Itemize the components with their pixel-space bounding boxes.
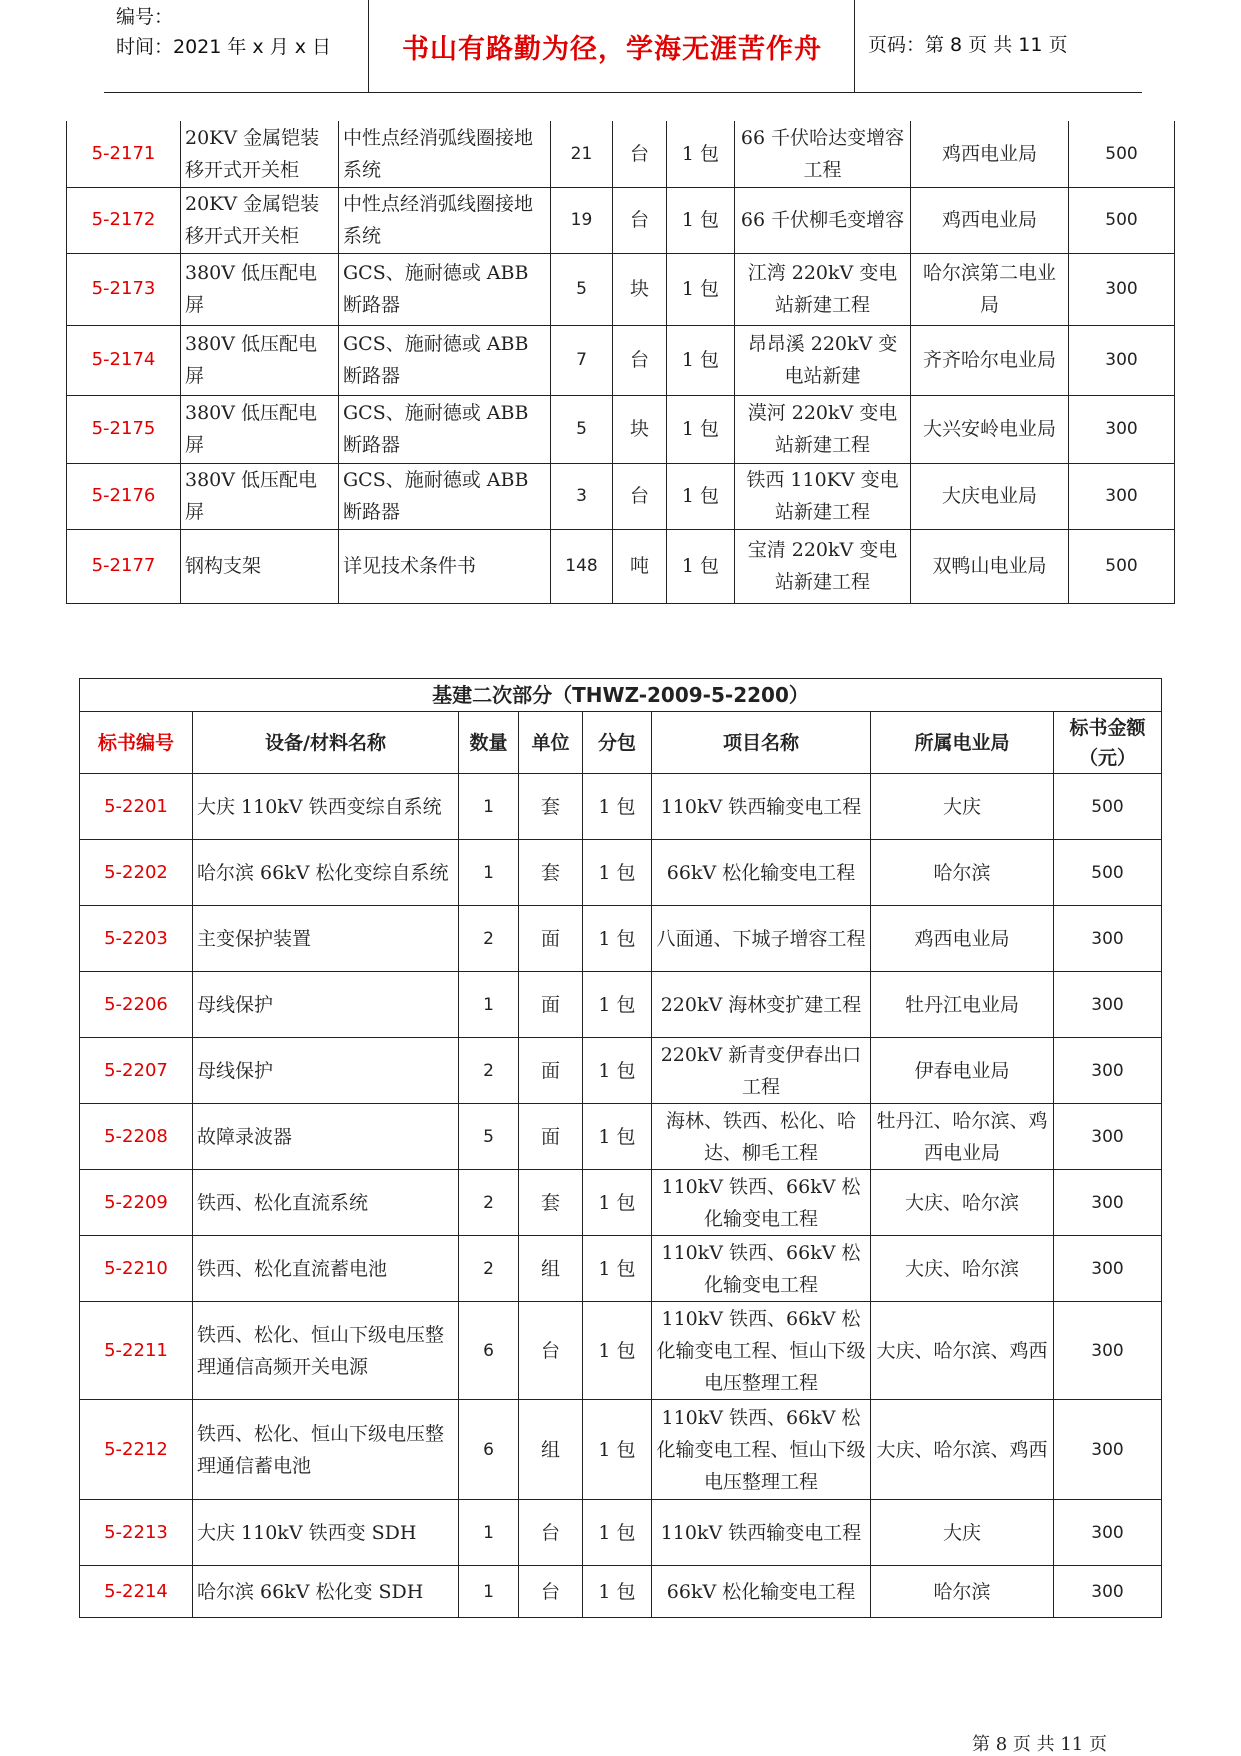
cell-pkg: 1 包 xyxy=(583,1236,652,1302)
cell-unit: 面 xyxy=(519,1038,583,1104)
cell-amount: 300 xyxy=(1054,906,1162,972)
cell-name: 哈尔滨 66kV 松化变 SDH xyxy=(193,1566,459,1618)
cell-pkg: 1 包 xyxy=(583,906,652,972)
cell-unit: 台 xyxy=(519,1500,583,1566)
page-header xyxy=(104,0,1142,93)
cell-bureau: 双鸭山电业局 xyxy=(911,529,1069,603)
equipment-table-primary xyxy=(66,121,1175,604)
cell-unit: 组 xyxy=(519,1236,583,1302)
cell-name: 铁西、松化直流系统 xyxy=(193,1170,459,1236)
cell-spec: GCS、施耐德或 ABB 断路器 xyxy=(339,325,551,395)
cell-spec: 详见技术条件书 xyxy=(339,529,551,603)
table-row xyxy=(80,972,1162,1038)
cell-qty: 2 xyxy=(459,1236,519,1302)
cell-name: 铁西、松化、恒山下级电压整理通信高频开关电源 xyxy=(193,1302,459,1400)
cell-spec: 中性点经消弧线圈接地系统 xyxy=(339,121,551,187)
header-code: 标书编号 xyxy=(80,712,193,774)
table-row xyxy=(80,1104,1162,1170)
cell-code: 5-2203 xyxy=(80,906,193,972)
table-row xyxy=(67,529,1175,603)
cell-code: 5-2206 xyxy=(80,972,193,1038)
cell-unit: 台 xyxy=(613,121,667,187)
table-row xyxy=(80,1038,1162,1104)
cell-name: 大庆 110kV 铁西变综自系统 xyxy=(193,774,459,840)
cell-amount: 300 xyxy=(1054,1566,1162,1618)
cell-unit: 台 xyxy=(519,1302,583,1400)
cell-project: 110kV 铁西、66kV 松化输变电工程、恒山下级电压整理工程 xyxy=(652,1302,871,1400)
cell-amount: 300 xyxy=(1054,1236,1162,1302)
equipment-table-secondary xyxy=(79,678,1162,1618)
cell-name: 铁西、松化、恒山下级电压整理通信蓄电池 xyxy=(193,1400,459,1500)
table2-body xyxy=(80,774,1162,1618)
header-motto: 书山有路勤为径，学海无涯苦作舟 xyxy=(402,33,822,65)
cell-name: 故障录波器 xyxy=(193,1104,459,1170)
cell-pkg: 1 包 xyxy=(667,253,735,325)
cell-code: 5-2213 xyxy=(80,1500,193,1566)
table-row xyxy=(67,325,1175,395)
header-time: 时间：2021 年 x 月 x 日 xyxy=(116,36,332,58)
cell-qty: 6 xyxy=(459,1302,519,1400)
cell-bureau: 哈尔滨 xyxy=(871,840,1054,906)
cell-bureau: 牡丹江、哈尔滨、鸡西电业局 xyxy=(871,1104,1054,1170)
cell-amount: 300 xyxy=(1054,1500,1162,1566)
cell-pkg: 1 包 xyxy=(667,121,735,187)
cell-unit: 套 xyxy=(519,840,583,906)
cell-pkg: 1 包 xyxy=(667,325,735,395)
cell-unit: 块 xyxy=(613,253,667,325)
cell-project: 110kV 铁西、66kV 松化输变电工程 xyxy=(652,1236,871,1302)
cell-pkg: 1 包 xyxy=(667,187,735,253)
section-title: 基建二次部分（THWZ-2009-5-2200） xyxy=(80,679,1162,712)
cell-bureau: 牡丹江电业局 xyxy=(871,972,1054,1038)
cell-code: 5-2171 xyxy=(67,121,181,187)
cell-bureau: 伊春电业局 xyxy=(871,1038,1054,1104)
cell-bureau: 哈尔滨 xyxy=(871,1566,1054,1618)
header-name: 设备/材料名称 xyxy=(193,712,459,774)
cell-name: 380V 低压配电屏 xyxy=(181,325,339,395)
cell-pkg: 1 包 xyxy=(667,529,735,603)
header-bureau: 所属电业局 xyxy=(871,712,1054,774)
cell-amount: 300 xyxy=(1054,1302,1162,1400)
cell-unit: 吨 xyxy=(613,529,667,603)
table-row xyxy=(67,187,1175,253)
cell-name: 380V 低压配电屏 xyxy=(181,395,339,463)
cell-code: 5-2214 xyxy=(80,1566,193,1618)
cell-qty: 2 xyxy=(459,1170,519,1236)
cell-amount: 300 xyxy=(1054,1038,1162,1104)
cell-code: 5-2211 xyxy=(80,1302,193,1400)
cell-qty: 1 xyxy=(459,1566,519,1618)
cell-qty: 5 xyxy=(551,253,613,325)
header-unit: 单位 xyxy=(519,712,583,774)
cell-unit: 块 xyxy=(613,395,667,463)
cell-project: 江湾 220kV 变电站新建工程 xyxy=(735,253,911,325)
header-row xyxy=(80,712,1162,774)
cell-project: 海林、铁西、松化、哈达、柳毛工程 xyxy=(652,1104,871,1170)
cell-unit: 组 xyxy=(519,1400,583,1500)
cell-qty: 1 xyxy=(459,840,519,906)
cell-bureau: 鸡西电业局 xyxy=(911,121,1069,187)
cell-project: 110kV 铁西、66kV 松化输变电工程、恒山下级电压整理工程 xyxy=(652,1400,871,1500)
header-divider xyxy=(854,0,855,92)
cell-pkg: 1 包 xyxy=(583,972,652,1038)
cell-qty: 1 xyxy=(459,972,519,1038)
cell-qty: 148 xyxy=(551,529,613,603)
cell-bureau: 大兴安岭电业局 xyxy=(911,395,1069,463)
cell-pkg: 1 包 xyxy=(583,774,652,840)
cell-bureau: 大庆、哈尔滨、鸡西 xyxy=(871,1302,1054,1400)
cell-qty: 2 xyxy=(459,906,519,972)
cell-amount: 500 xyxy=(1069,529,1175,603)
cell-project: 110kV 铁西输变电工程 xyxy=(652,774,871,840)
cell-amount: 500 xyxy=(1069,187,1175,253)
cell-name: 母线保护 xyxy=(193,972,459,1038)
table-row xyxy=(80,1302,1162,1400)
cell-pkg: 1 包 xyxy=(583,1400,652,1500)
table-row xyxy=(67,395,1175,463)
cell-project: 220kV 新青变伊春出口工程 xyxy=(652,1038,871,1104)
section-title-row xyxy=(80,679,1162,712)
table-row xyxy=(67,463,1175,529)
cell-pkg: 1 包 xyxy=(583,1104,652,1170)
cell-pkg: 1 包 xyxy=(583,1170,652,1236)
cell-bureau: 大庆 xyxy=(871,1500,1054,1566)
cell-unit: 台 xyxy=(613,187,667,253)
cell-bureau: 大庆电业局 xyxy=(911,463,1069,529)
header-qty: 数量 xyxy=(459,712,519,774)
cell-qty: 5 xyxy=(459,1104,519,1170)
cell-project: 110kV 铁西输变电工程 xyxy=(652,1500,871,1566)
cell-amount: 300 xyxy=(1054,972,1162,1038)
cell-pkg: 1 包 xyxy=(667,395,735,463)
page-footer: 第 8 页 共 11 页 xyxy=(972,1734,1107,1755)
cell-unit: 台 xyxy=(613,325,667,395)
table-row xyxy=(80,1236,1162,1302)
cell-amount: 500 xyxy=(1069,121,1175,187)
cell-project: 铁西 110KV 变电站新建工程 xyxy=(735,463,911,529)
cell-bureau: 哈尔滨第二电业局 xyxy=(911,253,1069,325)
cell-spec: GCS、施耐德或 ABB 断路器 xyxy=(339,253,551,325)
cell-bureau: 鸡西电业局 xyxy=(911,187,1069,253)
cell-amount: 300 xyxy=(1069,395,1175,463)
cell-unit: 面 xyxy=(519,1104,583,1170)
cell-pkg: 1 包 xyxy=(583,1566,652,1618)
cell-qty: 1 xyxy=(459,1500,519,1566)
cell-code: 5-2212 xyxy=(80,1400,193,1500)
cell-code: 5-2202 xyxy=(80,840,193,906)
cell-bureau: 大庆、哈尔滨 xyxy=(871,1236,1054,1302)
cell-unit: 台 xyxy=(613,463,667,529)
cell-qty: 1 xyxy=(459,774,519,840)
cell-amount: 300 xyxy=(1054,1400,1162,1500)
cell-pkg: 1 包 xyxy=(583,1500,652,1566)
cell-amount: 500 xyxy=(1054,840,1162,906)
cell-unit: 套 xyxy=(519,774,583,840)
cell-project: 漠河 220kV 变电站新建工程 xyxy=(735,395,911,463)
cell-pkg: 1 包 xyxy=(667,463,735,529)
cell-code: 5-2209 xyxy=(80,1170,193,1236)
cell-project: 八面通、下城子增容工程 xyxy=(652,906,871,972)
table1-body xyxy=(67,121,1175,603)
cell-name: 20KV 金属铠装移开式开关柜 xyxy=(181,187,339,253)
cell-qty: 19 xyxy=(551,187,613,253)
cell-name: 铁西、松化直流蓄电池 xyxy=(193,1236,459,1302)
table-row xyxy=(80,840,1162,906)
cell-code: 5-2172 xyxy=(67,187,181,253)
cell-project: 66kV 松化输变电工程 xyxy=(652,840,871,906)
table-row xyxy=(80,906,1162,972)
cell-bureau: 大庆、哈尔滨、鸡西 xyxy=(871,1400,1054,1500)
cell-spec: 中性点经消弧线圈接地系统 xyxy=(339,187,551,253)
cell-qty: 21 xyxy=(551,121,613,187)
cell-code: 5-2210 xyxy=(80,1236,193,1302)
cell-bureau: 鸡西电业局 xyxy=(871,906,1054,972)
header-amount: 标书金额（元） xyxy=(1054,712,1162,774)
cell-amount: 300 xyxy=(1069,253,1175,325)
cell-amount: 500 xyxy=(1054,774,1162,840)
cell-unit: 台 xyxy=(519,1566,583,1618)
cell-unit: 套 xyxy=(519,1170,583,1236)
cell-unit: 面 xyxy=(519,972,583,1038)
cell-project: 66 千伏哈达变增容工程 xyxy=(735,121,911,187)
cell-project: 66 千伏柳毛变增容 xyxy=(735,187,911,253)
table-row xyxy=(67,253,1175,325)
table-row xyxy=(80,1566,1162,1618)
cell-qty: 7 xyxy=(551,325,613,395)
header-page-number: 页码：第 8 页 共 11 页 xyxy=(868,34,1068,56)
table-row xyxy=(80,774,1162,840)
cell-amount: 300 xyxy=(1054,1104,1162,1170)
cell-name: 380V 低压配电屏 xyxy=(181,463,339,529)
cell-project: 66kV 松化输变电工程 xyxy=(652,1566,871,1618)
cell-amount: 300 xyxy=(1054,1170,1162,1236)
header-number: 编号： xyxy=(116,6,174,28)
table-row xyxy=(80,1170,1162,1236)
header-meta xyxy=(116,2,331,62)
cell-qty: 2 xyxy=(459,1038,519,1104)
cell-amount: 300 xyxy=(1069,463,1175,529)
cell-name: 大庆 110kV 铁西变 SDH xyxy=(193,1500,459,1566)
cell-name: 主变保护装置 xyxy=(193,906,459,972)
cell-name: 母线保护 xyxy=(193,1038,459,1104)
cell-qty: 5 xyxy=(551,395,613,463)
cell-spec: GCS、施耐德或 ABB 断路器 xyxy=(339,463,551,529)
cell-name: 380V 低压配电屏 xyxy=(181,253,339,325)
cell-bureau: 大庆 xyxy=(871,774,1054,840)
cell-qty: 6 xyxy=(459,1400,519,1500)
table-row xyxy=(80,1500,1162,1566)
header-project: 项目名称 xyxy=(652,712,871,774)
cell-code: 5-2207 xyxy=(80,1038,193,1104)
cell-amount: 300 xyxy=(1069,325,1175,395)
cell-unit: 面 xyxy=(519,906,583,972)
cell-pkg: 1 包 xyxy=(583,1302,652,1400)
cell-pkg: 1 包 xyxy=(583,1038,652,1104)
cell-project: 220kV 海林变扩建工程 xyxy=(652,972,871,1038)
cell-name: 20KV 金属铠装移开式开关柜 xyxy=(181,121,339,187)
cell-code: 5-2175 xyxy=(67,395,181,463)
cell-code: 5-2208 xyxy=(80,1104,193,1170)
cell-name: 钢构支架 xyxy=(181,529,339,603)
cell-code: 5-2201 xyxy=(80,774,193,840)
cell-code: 5-2174 xyxy=(67,325,181,395)
cell-project: 宝清 220kV 变电站新建工程 xyxy=(735,529,911,603)
cell-qty: 3 xyxy=(551,463,613,529)
table-row xyxy=(80,1400,1162,1500)
cell-name: 哈尔滨 66kV 松化变综自系统 xyxy=(193,840,459,906)
cell-spec: GCS、施耐德或 ABB 断路器 xyxy=(339,395,551,463)
cell-project: 110kV 铁西、66kV 松化输变电工程 xyxy=(652,1170,871,1236)
cell-code: 5-2177 xyxy=(67,529,181,603)
cell-bureau: 大庆、哈尔滨 xyxy=(871,1170,1054,1236)
cell-bureau: 齐齐哈尔电业局 xyxy=(911,325,1069,395)
header-package: 分包 xyxy=(583,712,652,774)
cell-pkg: 1 包 xyxy=(583,840,652,906)
cell-code: 5-2176 xyxy=(67,463,181,529)
table-row xyxy=(67,121,1175,187)
cell-project: 昂昂溪 220kV 变电站新建 xyxy=(735,325,911,395)
cell-code: 5-2173 xyxy=(67,253,181,325)
header-divider xyxy=(368,0,369,92)
